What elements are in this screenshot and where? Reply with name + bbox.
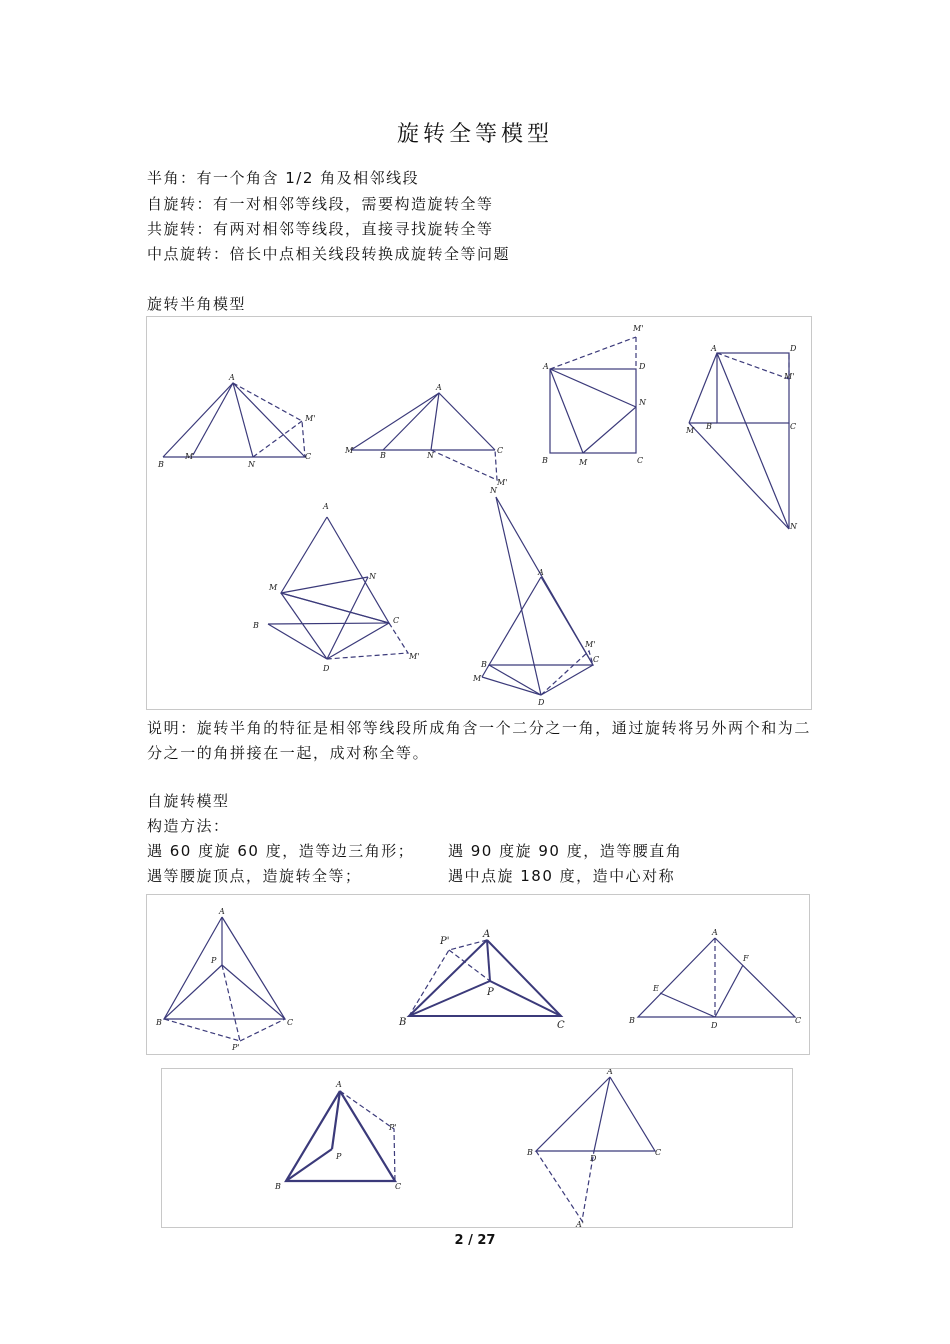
rule-2-right: 遇中点旋 180 度，造中心对称 <box>448 867 676 885</box>
fig-half-angle-2 <box>344 383 507 487</box>
figure-half-angle <box>146 316 812 710</box>
svg-text:M: M <box>686 426 695 435</box>
svg-text:A: A <box>712 928 718 937</box>
fig-half-angle-equilateral-1 <box>252 502 419 673</box>
figure-self-rotation-1 <box>146 894 810 1055</box>
svg-text:C: C <box>557 1020 565 1031</box>
rule-1-right: 遇 90 度旋 90 度，造等腰直角 <box>448 842 683 860</box>
svg-text:D: D <box>711 1021 718 1030</box>
intro-line-4: 中点旋转：倍长中点相关线段转换成旋转全等问题 <box>147 245 511 263</box>
svg-text:N: N <box>790 522 797 531</box>
svg-text:N: N <box>639 398 646 407</box>
svg-text:B: B <box>275 1182 281 1191</box>
svg-text:N: N <box>369 572 376 581</box>
svg-text:C: C <box>637 456 644 465</box>
svg-text:B: B <box>399 1017 407 1028</box>
svg-text:B: B <box>253 621 259 630</box>
section-heading-self-rotation: 自旋转模型 <box>147 792 230 810</box>
svg-text:D: D <box>590 1154 597 1163</box>
svg-text:B: B <box>527 1148 533 1157</box>
svg-text:A: A <box>483 929 491 940</box>
page-title: 旋转全等模型 <box>396 122 553 147</box>
svg-text:C: C <box>395 1182 402 1191</box>
svg-text:D: D <box>639 362 646 371</box>
svg-text:B: B <box>481 660 487 669</box>
method-label: 构造方法： <box>147 817 230 835</box>
page-number: 2 / 27 <box>454 1233 496 1248</box>
svg-text:P': P' <box>389 1123 397 1132</box>
svg-text:P: P <box>487 987 494 998</box>
svg-text:B: B <box>156 1018 162 1027</box>
fig-equilateral-p <box>155 907 293 1052</box>
svg-text:A: A <box>436 383 442 392</box>
svg-text:M': M' <box>497 478 508 487</box>
svg-text:D: D <box>538 698 545 707</box>
svg-text:M: M <box>185 452 194 461</box>
self-rotation-diagrams-1 <box>147 895 809 1054</box>
svg-text:D: D <box>323 664 330 673</box>
svg-text:A: A <box>538 568 544 577</box>
svg-text:B: B <box>706 422 712 431</box>
svg-text:E: E <box>653 984 659 993</box>
svg-text:N: N <box>490 486 497 495</box>
fig-half-angle-square-2 <box>685 344 798 531</box>
svg-text:C: C <box>305 452 312 461</box>
figure-self-rotation-2 <box>161 1068 793 1228</box>
svg-text:A: A <box>219 907 225 916</box>
half-angle-note: 说明：旋转半角的特征是相邻等线段所成角含一个二分之一角，通过旋转将另外两个和为二分之一的角拼接在一起，成对称全等。 <box>147 719 812 762</box>
svg-text:N: N <box>427 451 434 460</box>
svg-text:M: M <box>473 674 482 683</box>
fig-half-angle-square-1 <box>541 324 647 467</box>
svg-text:C: C <box>795 1016 802 1025</box>
svg-text:A: A <box>711 344 717 353</box>
self-rotation-diagrams-2 <box>162 1069 792 1227</box>
svg-text:M: M <box>579 458 588 467</box>
svg-text:C: C <box>393 616 400 625</box>
svg-text:A: A <box>607 1069 613 1076</box>
svg-text:N: N <box>248 460 255 469</box>
intro-line-3: 共旋转：有两对相邻等线段，直接寻找旋转全等 <box>147 220 494 238</box>
svg-text:P: P <box>336 1152 342 1161</box>
svg-text:A: A <box>229 373 235 382</box>
fig-isosceles-e-f <box>628 928 801 1030</box>
svg-text:M': M' <box>633 324 644 333</box>
svg-text:C: C <box>287 1018 294 1027</box>
svg-text:M': M' <box>784 372 795 381</box>
svg-text:P: P <box>211 956 217 965</box>
svg-text:M: M <box>269 583 278 592</box>
svg-text:B: B <box>629 1016 635 1025</box>
svg-text:C: C <box>655 1148 662 1157</box>
svg-text:B: B <box>542 456 548 465</box>
rule-2-left: 遇等腰旋顶点，造旋转全等； <box>147 867 362 885</box>
svg-text:C: C <box>790 422 797 431</box>
svg-text:M: M <box>345 446 354 455</box>
section-heading-half-angle: 旋转半角模型 <box>147 295 247 313</box>
intro-line-1: 半角：有一个角含 1/2 角及相邻线段 <box>147 169 420 187</box>
half-angle-diagrams <box>147 317 811 709</box>
svg-text:D: D <box>790 344 797 353</box>
fig-midpoint-rotate <box>526 1069 661 1227</box>
svg-text:C: C <box>593 655 600 664</box>
svg-text:B: B <box>380 451 386 460</box>
svg-text:P': P' <box>440 936 450 947</box>
svg-text:P': P' <box>232 1043 240 1052</box>
svg-text:C: C <box>497 446 504 455</box>
svg-text:M': M' <box>585 640 596 649</box>
fig-equilateral-rotate <box>274 1080 401 1191</box>
svg-text:A: A <box>323 502 329 511</box>
fig-half-angle-equilateral-2 <box>472 486 599 707</box>
svg-text:M': M' <box>409 652 420 661</box>
svg-text:A: A <box>543 362 549 371</box>
rule-1-left: 遇 60 度旋 60 度，造等边三角形； <box>147 842 415 860</box>
intro-line-2: 自旋转：有一对相邻等线段，需要构造旋转全等 <box>147 195 494 213</box>
fig-right-isosceles-p <box>398 929 565 1031</box>
svg-text:M': M' <box>305 414 316 423</box>
fig-half-angle-1 <box>157 373 315 469</box>
svg-text:A: A <box>336 1080 342 1089</box>
svg-text:A': A' <box>576 1220 584 1227</box>
svg-text:B: B <box>158 460 164 469</box>
svg-text:F: F <box>743 954 749 963</box>
